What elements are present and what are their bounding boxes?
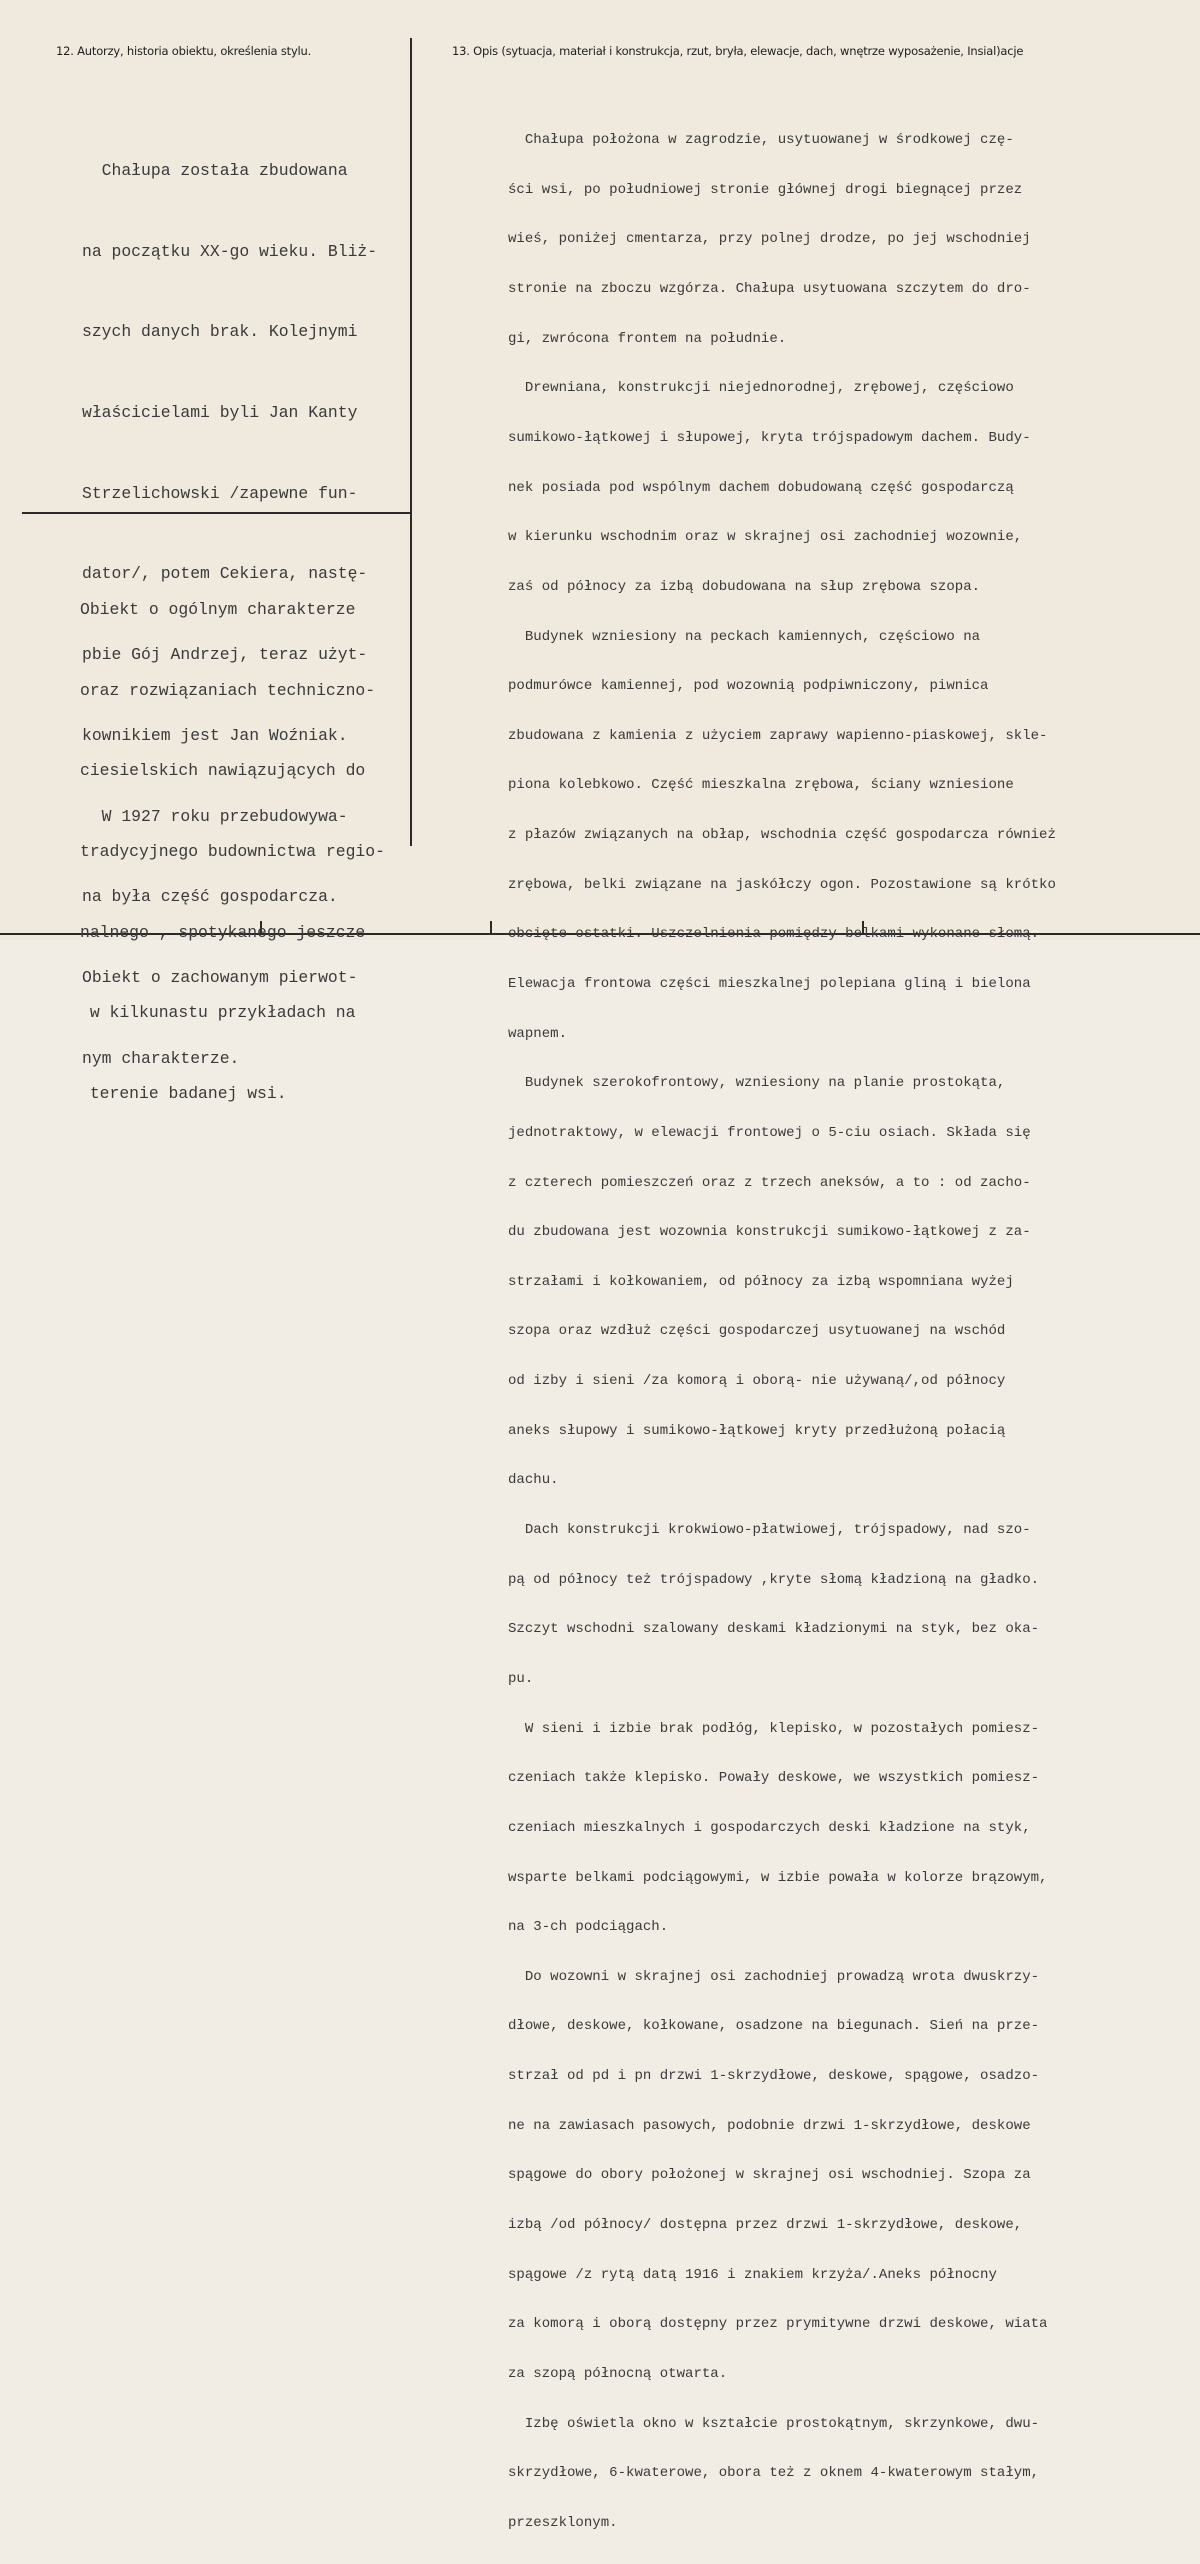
text-line: izbą /od północy/ dostępna przez drzwi 1-skrzydłowe, deskowe, — [508, 2217, 1023, 2233]
text-line: ne na zawiasach pasowych, podobnie drzwi 1-skrzydłowe, deskowe — [508, 2117, 1031, 2134]
text-line: na 3-ch podciągach. — [508, 1919, 669, 1936]
bottom-tick — [490, 921, 492, 935]
description-text — [508, 99, 1198, 2531]
text-line: aneks słupowy i sumikowo-łątkowej kryty przedłużoną połacią — [508, 1422, 1006, 1439]
text-line: tradycyjnego budownictwa regio- — [80, 841, 385, 861]
text-line: Do wozowni w skrajnej osi zachodniej prowadzą wrota dwuskrzy- — [508, 1968, 1040, 1985]
text-line: piona kolebkowo. Część mieszkalna zrębowa, ściany wzniesione — [508, 777, 1014, 794]
text-line: na była część gospodarcza. — [82, 887, 338, 907]
text-line: ści wsi, po południowej stronie głównej drogi biegnącej przez — [508, 181, 1023, 198]
text-line: Elewacja frontowa części mieszkalnej polepiana gliną i bielona — [508, 975, 1031, 992]
text-line: Dach konstrukcji krokwiowo-płatwiowej, trójspadowy, nad szo- — [508, 1522, 1031, 1539]
text-line: pu. — [508, 1670, 534, 1687]
text-line: stronie na zboczu wzgórza. Chałupa usytuowana szczytem do dro- — [508, 281, 1031, 298]
text-line: Obiekt o zachowanym pierwot- — [82, 968, 358, 987]
text-line: W 1927 roku przebudowywa- — [82, 806, 348, 826]
text-line: sumikowo-łątkowej i słupowej, kryta trójspadowym dachem. Budy- — [508, 429, 1031, 446]
text-line: Szczyt wschodni szalowany deskami kładzionymi na styk, bez oka- — [508, 1621, 1040, 1638]
text-line: gi, zwrócona frontem na południe. — [508, 330, 787, 347]
text-line: dator/, potem Cekiera, nastę- — [82, 564, 368, 584]
text-line: wieś, poniżej cmentarza, przy polnej drodze, po jej wschodniej — [508, 231, 1031, 248]
text-line: za szopą północną otwarta. — [508, 2365, 728, 2382]
text-line: Chałupa została zbudowana — [82, 160, 348, 180]
text-line: obcięte ostatki. Uszczelnienia pomiędzy belkami wykonane słomą. — [508, 926, 1040, 943]
text-line: du zbudowana jest wozownia konstrukcji sumikowo-łątkowej z za- — [508, 1224, 1031, 1241]
text-line: czeniach także klepisko. Powały deskowe, we wszystkich pomiesz- — [508, 1770, 1040, 1787]
text-line: wsparte belkami podciągowymi, w izbie powała w kolorze brązowym, — [508, 1869, 1048, 1886]
text-line: Budynek wzniesiony na peckach kamiennych, częściowo na — [508, 628, 981, 645]
column-divider — [410, 38, 412, 846]
text-line: dachu. — [508, 1472, 559, 1489]
text-line: w kierunku wschodnim oraz w skrajnej osi zachodniej wozownie, — [508, 529, 1023, 546]
text-line: na początku XX-go wieku. Bliż- — [82, 241, 378, 261]
section-12-header: 12. Autorzy, historia obiektu, określenia stylu. — [56, 44, 312, 58]
text-line: właścicielami byli Jan Kanty — [82, 402, 358, 422]
text-line: Budynek szerokofrontowy, wzniesiony na planie prostokąta, — [508, 1075, 1006, 1092]
text-line: w kilkunastu przykładach na — [80, 1003, 356, 1023]
text-line: pą od północy też trójspadowy ,kryte słomą kładzioną na gładko. — [508, 1571, 1040, 1588]
text-line: oraz rozwiązaniach techniczno- — [80, 680, 376, 700]
text-line: szopa oraz wzdłuż części gospodarczej usytuowanej na wschód — [508, 1323, 1006, 1340]
text-line: zbudowana z kamienia z użyciem zaprawy wapienno-piaskowej, skle- — [508, 727, 1048, 744]
text-line: nym charakterze. — [82, 1048, 240, 1068]
text-line: spągowe /z rytą datą 1916 i znakiem krzyża/.Aneks północny — [508, 2266, 997, 2283]
text-line: nek posiada pod wspólnym dachem dobudowaną część gospodarczą — [508, 479, 1014, 496]
text-line: terenie badanej wsi. — [80, 1084, 287, 1104]
text-line: jednotraktowy, w elewacji frontowej o 5-ciu osiach. Składa się — [508, 1124, 1031, 1141]
text-line: skrzydłowe, 6-kwaterowe, obora też z oknem 4-kwaterowym stałym, — [508, 2465, 1040, 2482]
text-line: W sieni i izbie brak podłóg, klepisko, w pozostałych pomiesz- — [508, 1720, 1040, 1737]
text-line: spągowe do obory położonej w skrajnej osi wschodniej. Szopa za — [508, 2167, 1031, 2184]
style-text — [80, 543, 400, 1162]
text-line: z płazów związanych na obłap, wschodnia część gospodarcza również — [508, 827, 1056, 844]
text-line: Izbę oświetla okno w kształcie prostokątnym, skrzynkowe, dwu- — [508, 2415, 1040, 2432]
text-line: czeniach mieszkalnych i gospodarczych deski kładzione na styk, — [508, 1819, 1031, 1836]
text-line: strzałami i kołkowaniem, od północy za izbą wspomniana wyżej — [508, 1273, 1014, 1290]
text-line: za komorą i oborą dostępny przez prymitywne drzwi deskowe, wiata — [508, 2316, 1048, 2333]
text-line: od izby i sieni /za komorą i oborą- nie używaną/,od północy — [508, 1373, 1006, 1390]
text-line: szych danych brak. Kolejnymi — [82, 322, 358, 342]
text-line: zrębowa, belki związane na jaskółczy ogon. Pozostawione są krótko — [508, 876, 1056, 893]
text-line: ciesielskich nawiązujących do — [80, 761, 366, 781]
text-line: kownikiem jest Jan Woźniak. — [82, 725, 348, 745]
section-13-header: 13. Opis (sytuacja, materiał i konstrukcja, rzut, bryła, elewacje, dach, wnętrze wyposażenie, Insial)acje — [452, 44, 1024, 58]
text-line: Drewniana, konstrukcji niejednorodnej, zrębowej, częściowo — [508, 380, 1014, 397]
text-line: zaś od północy za izbą dobudowana na słup zrębowa szopa. — [508, 578, 981, 595]
text-line: strzał od pd i pn drzwi 1-skrzydłowe, deskowe, spągowe, osadzo- — [508, 2068, 1040, 2085]
text-line: nalnego , spotykanego jeszcze — [80, 922, 366, 942]
text-line: wapnem. — [508, 1025, 568, 1042]
text-line: Strzelichowski /zapewne fun- — [82, 483, 358, 503]
text-line: Chałupa położona w zagrodzie, usytuowanej w środkowej czę- — [508, 132, 1014, 149]
text-line: pbie Gój Andrzej, teraz użyt- — [82, 645, 368, 665]
text-line: dłowe, deskowe, kołkowane, osadzone na biegunach. Sień na prze- — [508, 2018, 1040, 2035]
text-line: przeszklonym. — [508, 2514, 618, 2531]
text-line: Obiekt o ogólnym charakterze — [80, 599, 356, 619]
text-line: z czterech pomieszczeń oraz z trzech aneksów, a to : od zacho- — [508, 1174, 1031, 1191]
text-line: podmurówce kamiennej, pod wozownią podpiwniczony, piwnica — [508, 678, 989, 695]
